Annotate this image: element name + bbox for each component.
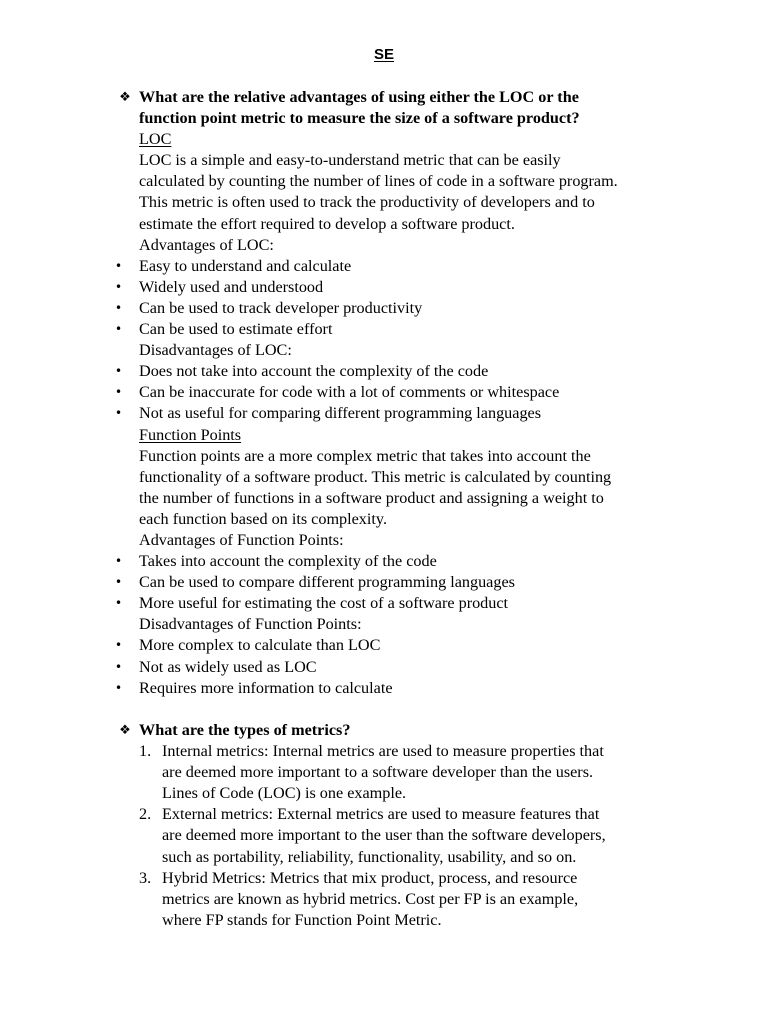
numbered-item bbox=[0, 741, 682, 804]
question-heading-cont bbox=[0, 108, 768, 129]
list-item-text: Can be used to track developer productivity bbox=[139, 298, 423, 317]
question-line: What are the types of metrics? bbox=[139, 721, 351, 739]
item-line: are deemed more important to a software developer than the users. bbox=[162, 763, 594, 782]
item-line: where FP stands for Function Point Metric. bbox=[162, 910, 442, 929]
bullet-dot-icon: • bbox=[115, 406, 123, 421]
bullet-dot-icon: • bbox=[115, 680, 123, 695]
list-item-text: Does not take into account the complexity of the code bbox=[139, 362, 489, 381]
list-item bbox=[0, 635, 768, 656]
numbered-item bbox=[0, 868, 682, 931]
list-item-text: Can be inaccurate for code with a lot of comments or whitespace bbox=[139, 383, 560, 402]
list-item-text: More useful for estimating the cost of a software product bbox=[139, 594, 509, 613]
item-number: 3. bbox=[139, 868, 152, 887]
diamond-bullet-icon: ❖ bbox=[119, 90, 131, 105]
list-item bbox=[0, 277, 768, 298]
bullet-dot-icon: • bbox=[115, 659, 123, 674]
loc-disadvantages-label: Disadvantages of LOC: bbox=[139, 341, 292, 360]
question-line: function point metric to measure the size of a software product? bbox=[139, 109, 580, 128]
loc-intro-line: estimate the effort required to develop a software product. bbox=[139, 214, 515, 233]
question-section-1 bbox=[0, 87, 768, 699]
list-item bbox=[0, 256, 768, 277]
item-number: 2. bbox=[139, 805, 152, 824]
loc-heading: LOC bbox=[139, 130, 172, 149]
item-line: Internal metrics: Internal metrics are used to measure properties that bbox=[162, 742, 604, 761]
list-item-text: Can be used to estimate effort bbox=[139, 320, 333, 339]
list-item bbox=[0, 361, 768, 382]
loc-intro-line: calculated by counting the number of lines of code in a software program. bbox=[139, 172, 618, 191]
list-item-text: Can be used to compare different programming languages bbox=[139, 573, 515, 592]
loc-heading-line bbox=[0, 129, 768, 150]
item-line: External metrics: External metrics are used to measure features that bbox=[162, 805, 600, 824]
item-line: metrics are known as hybrid metrics. Cost per FP is an example, bbox=[162, 889, 579, 908]
fp-advantages-label: Advantages of Function Points: bbox=[139, 530, 344, 549]
item-number: 1. bbox=[139, 742, 152, 761]
list-item-text: Widely used and understood bbox=[139, 277, 324, 296]
list-item bbox=[0, 382, 768, 403]
list-item-text: Takes into account the complexity of the code bbox=[139, 552, 437, 571]
list-item bbox=[0, 319, 768, 340]
item-line: are deemed more important to the user than the software developers, bbox=[162, 826, 606, 845]
bullet-dot-icon: • bbox=[115, 322, 123, 337]
bullet-dot-icon: • bbox=[115, 596, 123, 611]
list-item bbox=[0, 572, 768, 593]
question-line: What are the relative advantages of using either the LOC or the bbox=[139, 88, 579, 106]
bullet-dot-icon: • bbox=[115, 279, 123, 294]
fp-heading-line bbox=[0, 425, 768, 446]
list-item bbox=[0, 403, 768, 424]
list-item-text: Easy to understand and calculate bbox=[139, 256, 352, 275]
diamond-bullet-icon: ❖ bbox=[119, 723, 131, 738]
fp-disadvantages-label: Disadvantages of Function Points: bbox=[139, 615, 362, 634]
bullet-dot-icon: • bbox=[115, 364, 123, 379]
fp-heading: Function Points bbox=[139, 425, 242, 444]
question-heading bbox=[0, 720, 768, 741]
list-item-text: Not as useful for comparing different programming languages bbox=[139, 404, 542, 423]
list-item bbox=[0, 678, 768, 699]
question-heading bbox=[0, 87, 768, 108]
list-item-text: Requires more information to calculate bbox=[139, 678, 393, 697]
loc-advantages-label: Advantages of LOC: bbox=[139, 235, 274, 254]
list-item bbox=[0, 551, 768, 572]
list-item bbox=[0, 298, 768, 319]
list-item bbox=[0, 657, 768, 678]
item-line: such as portability, reliability, functionality, usability, and so on. bbox=[162, 847, 577, 866]
bullet-dot-icon: • bbox=[115, 575, 123, 590]
list-item bbox=[0, 593, 768, 614]
item-line: Lines of Code (LOC) is one example. bbox=[162, 784, 407, 803]
fp-intro-line: Function points are a more complex metric that takes into account the bbox=[139, 446, 591, 465]
list-item-text: More complex to calculate than LOC bbox=[139, 636, 381, 655]
loc-intro-line: LOC is a simple and easy-to-understand metric that can be easily bbox=[139, 151, 561, 170]
fp-intro-line: functionality of a software product. This metric is calculated by counting bbox=[139, 467, 612, 486]
numbered-item bbox=[0, 804, 682, 867]
page-title: SE bbox=[373, 46, 394, 63]
bullet-dot-icon: • bbox=[115, 638, 123, 653]
bullet-dot-icon: • bbox=[115, 258, 123, 273]
item-line: Hybrid Metrics: Metrics that mix product, process, and resource bbox=[162, 868, 578, 887]
loc-intro-line: This metric is often used to track the productivity of developers and to bbox=[139, 193, 595, 212]
fp-intro-line: the number of functions in a software product and assigning a weight to bbox=[139, 488, 604, 507]
bullet-dot-icon: • bbox=[115, 554, 123, 569]
fp-intro-line: each function based on its complexity. bbox=[139, 509, 387, 528]
bullet-dot-icon: • bbox=[115, 385, 123, 400]
list-item-text: Not as widely used as LOC bbox=[139, 657, 317, 676]
bullet-dot-icon: • bbox=[115, 300, 123, 315]
question-section-2 bbox=[0, 720, 768, 931]
